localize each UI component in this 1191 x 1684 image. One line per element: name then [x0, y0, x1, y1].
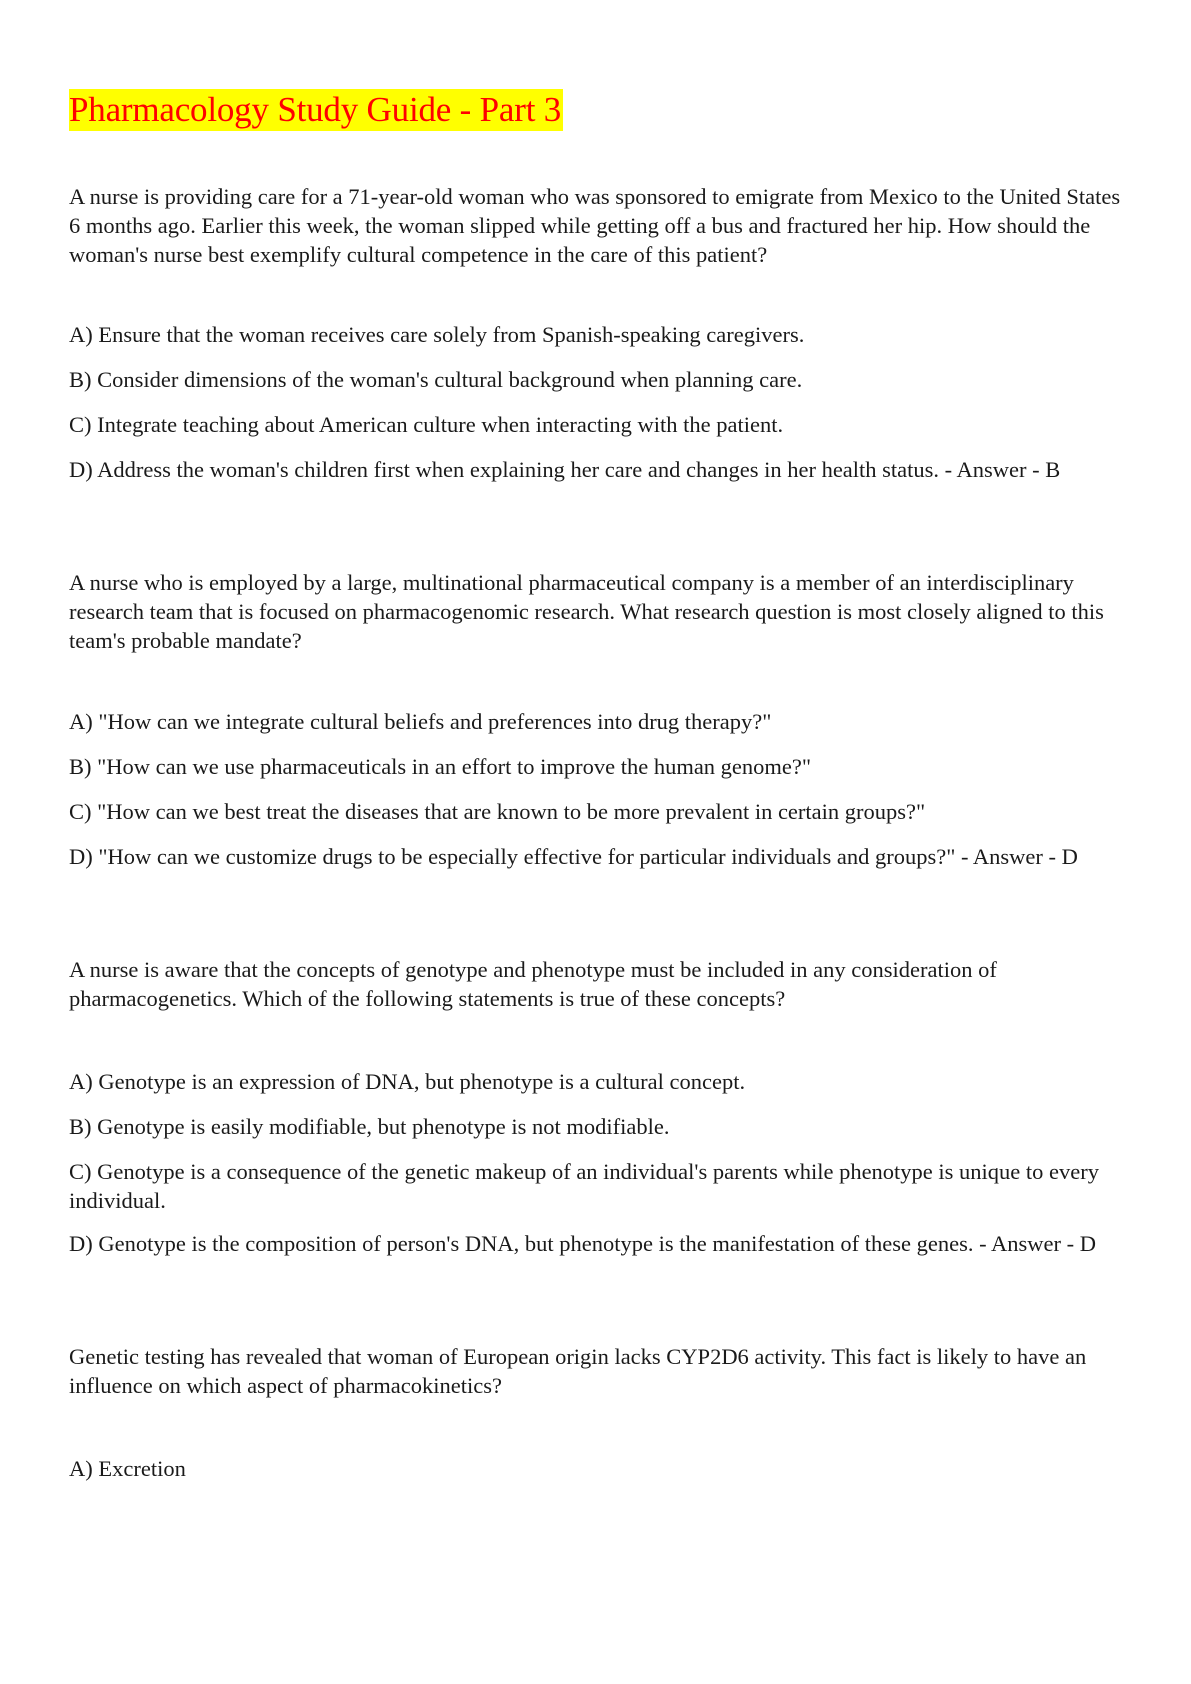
question-3-option-c: C) Genotype is a consequence of the genetic makeup of an individual's parents while phenotype is unique to every individual.	[69, 1159, 1100, 1213]
question-2-option-a: A) "How can we integrate cultural beliefs and preferences into drug therapy?"	[69, 709, 772, 734]
question-3-stem: A nurse is aware that the concepts of genotype and phenotype must be included in any consideration of pharmacogenetics. Which of the following statements is true of these concepts?	[69, 957, 997, 1011]
question-1-option-b: B) Consider dimensions of the woman's cultural background when planning care.	[69, 367, 803, 392]
question-4-option-a: A) Excretion	[69, 1456, 186, 1481]
question-1-option-a: A) Ensure that the woman receives care solely from Spanish-speaking caregivers.	[69, 322, 805, 347]
question-2-option-b: B) "How can we use pharmaceuticals in an effort to improve the human genome?"	[69, 754, 812, 779]
document-title: Pharmacology Study Guide - Part 3	[69, 90, 562, 129]
question-2-option-d: D) "How can we customize drugs to be especially effective for particular individuals and groups?" - Answer - D	[69, 844, 1078, 869]
question-1-stem: A nurse is providing care for a 71-year-old woman who was sponsored to emigrate from Mexico to the United States 6 months ago. Earlier this week, the woman slipped while getting off a bus and fractured her hip. How should the woman's nurse best exemplify cultural competence in the care of this patient?	[69, 184, 1121, 267]
question-3-option-b: B) Genotype is easily modifiable, but phenotype is not modifiable.	[69, 1114, 670, 1139]
question-2-stem: A nurse who is employed by a large, multinational pharmaceutical company is a member of an interdisciplinary research team that is focused on pharmacogenomic research. What research question is most closely aligned to this team's probable mandate?	[69, 570, 1104, 653]
question-4-stem: Genetic testing has revealed that woman of European origin lacks CYP2D6 activity. This fact is likely to have an influence on which aspect of pharmacokinetics?	[69, 1344, 1087, 1398]
question-3-option-a: A) Genotype is an expression of DNA, but phenotype is a cultural concept.	[69, 1069, 746, 1094]
question-1-option-c: C) Integrate teaching about American culture when interacting with the patient.	[69, 412, 784, 437]
question-1-option-d: D) Address the woman's children first when explaining her care and changes in her health status. - Answer - B	[69, 457, 1061, 482]
question-2-option-c: C) "How can we best treat the diseases that are known to be more prevalent in certain groups?"	[69, 799, 926, 824]
question-3-option-d: D) Genotype is the composition of person's DNA, but phenotype is the manifestation of these genes. - Answer - D	[69, 1231, 1096, 1256]
